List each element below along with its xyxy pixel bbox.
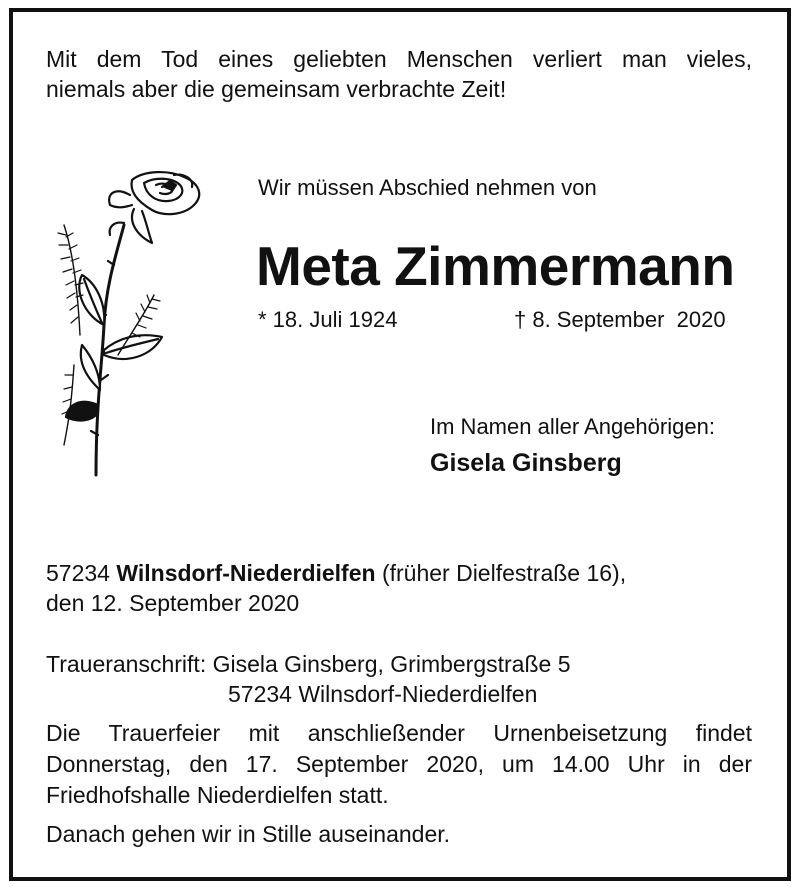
death-date: † 8. September 2020 [514, 307, 726, 332]
place-line [46, 558, 626, 588]
quote-line-1: Mit dem Tod eines geliebten Menschen verliert man vieles, [46, 46, 752, 72]
birth-date: * 18. Juli 1924 [258, 307, 398, 332]
deceased-name: Meta Zimmermann [256, 235, 735, 297]
closing-text: Danach gehen wir in Stille auseinander. [46, 821, 451, 847]
rose-icon [44, 165, 219, 485]
ceremony-line-2: Donnerstag, den 17. September 2020, um 14.00 Uhr in der [46, 751, 752, 777]
address-line-2: 57234 Wilnsdorf-Niederdielfen [228, 681, 538, 707]
quote-line-2: niemals aber die gemeinsam verbrachte Zeit! [46, 76, 507, 102]
notice-date: den 12. September 2020 [46, 590, 300, 616]
place-former: (früher Dielfestraße 16), [381, 560, 627, 586]
intro-text: Wir müssen Abschied nehmen von [258, 175, 597, 200]
ceremony-line-3: Friedhofshalle Niederdielfen statt. [46, 782, 389, 808]
place-zip: 57234 [46, 560, 110, 586]
address-line-1: Traueranschrift: Gisela Ginsberg, Grimbergstraße 5 [46, 651, 571, 677]
signer-name: Gisela Ginsberg [430, 449, 622, 477]
ceremony-line-1: Die Trauerfeier mit anschließender Urnenbeisetzung findet [46, 720, 752, 746]
family-label: Im Namen aller Angehörigen: [430, 414, 715, 439]
place-town: Wilnsdorf-Niederdielfen [116, 560, 376, 586]
